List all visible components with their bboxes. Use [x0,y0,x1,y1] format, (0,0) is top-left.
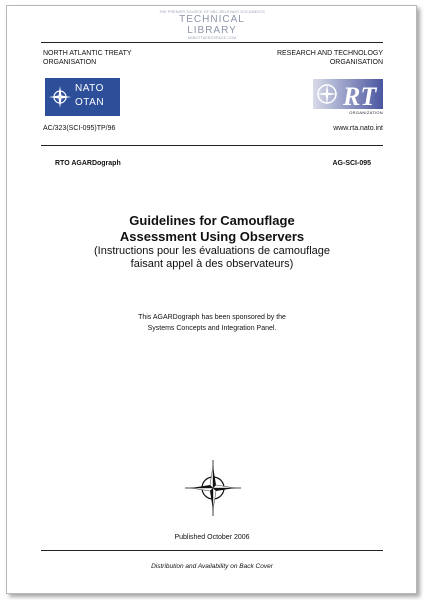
title-block [41,213,383,271]
nato-org-name [43,49,132,67]
document-reference: AC/323(SCI-095)TP/96 [43,125,116,132]
sponsor-statement [41,312,383,334]
series-number: AG-SCI-095 [332,160,371,167]
document-page [6,5,417,594]
sponsor-line-2: Systems Concepts and Integration Panel. [147,325,277,332]
series-name: RTO AGARDograph [55,160,121,167]
top-rule [41,42,383,43]
distribution-note: Distribution and Availability on Back Cover [151,563,273,570]
rto-org-line-2: ORGANISATION [329,59,383,66]
footer-rule [41,550,383,551]
french-title-line-1: (Instructions pour les évaluations de camouflage [93,245,331,257]
technical-library-watermark [157,10,267,38]
nato-otan-logo [45,78,120,116]
rto-website: www.rta.nato.int [333,125,383,132]
sponsor-line-1: This AGARDograph has been sponsored by the [138,314,286,321]
title-line-1: Guidelines for Camouflage [129,213,295,228]
nato-logo-text: NATO [75,83,104,94]
french-title-line-2: faisant appel à des observateurs) [130,258,294,270]
rto-logo [313,77,383,117]
title-line-2: Assessment Using Observers [119,229,305,244]
svg-text:RT: RT [343,82,377,111]
otan-logo-text: OTAN [75,97,105,108]
nato-org-line-2: ORGANISATION [43,59,97,66]
watermark-line-3: ABBOTTAEROSPACE.COM [187,36,237,40]
header-divider [41,145,383,146]
nato-compass-icon [45,78,75,116]
rto-org-line-1: RESEARCH AND TECHNOLOGY [276,50,383,57]
nato-org-line-1: NORTH ATLANTIC TREATY [43,50,132,57]
rto-logo-caption: ORGANIZATION [349,110,383,115]
watermark-line-1: THE PREMIER SOURCE OF NBC-RELEVANT DOCUMENTS [159,10,265,14]
nato-star-icon [183,458,243,518]
rto-org-name [277,49,383,67]
publication-date: Published October 2006 [174,534,250,541]
watermark-line-2: TECHNICAL LIBRARY [179,14,245,36]
